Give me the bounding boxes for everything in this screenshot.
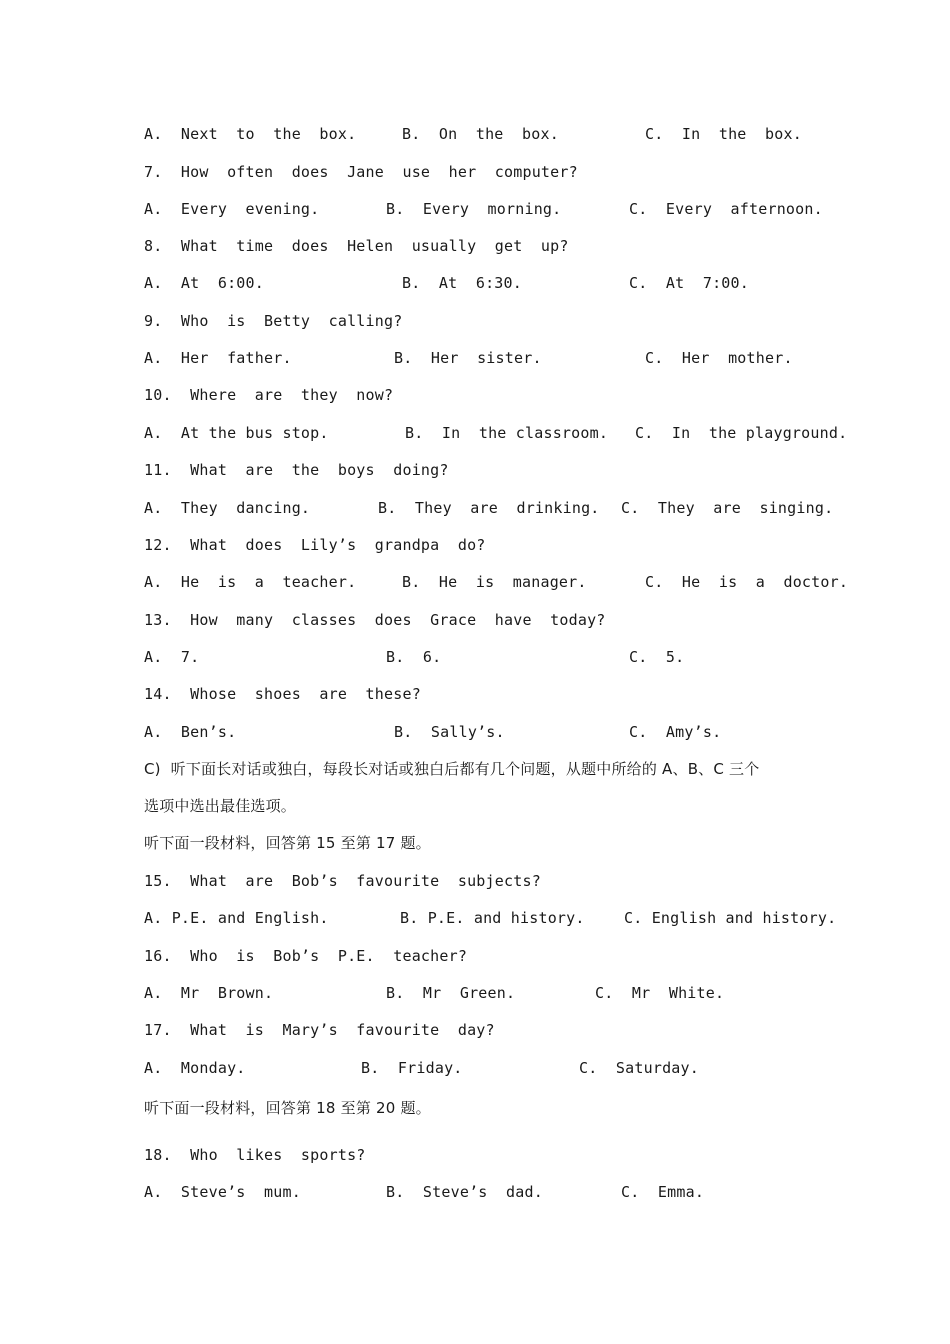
- option-a: A. 7.: [144, 648, 200, 666]
- option-a: A. They dancing.: [144, 499, 311, 517]
- option-b: B. Sally’s.: [394, 723, 505, 741]
- options-row: [144, 570, 849, 594]
- option-b: B. P.E. and history.: [400, 909, 585, 927]
- options-row: [144, 197, 823, 221]
- option-a: A. P.E. and English.: [144, 909, 329, 927]
- option-a: A. At 6:00.: [144, 274, 264, 292]
- option-b: B. He is manager.: [402, 573, 587, 591]
- option-c: C. English and history.: [624, 909, 837, 927]
- options-row: [144, 346, 793, 370]
- option-a: A. He is a teacher.: [144, 573, 357, 591]
- option-a: A. Steve’s mum.: [144, 1183, 301, 1201]
- option-c: C. In the box.: [645, 125, 802, 143]
- options-row: [144, 1056, 699, 1080]
- option-c: C. Amy’s.: [629, 723, 722, 741]
- option-c: C. In the playground.: [635, 424, 848, 442]
- options-row: [144, 271, 749, 295]
- options-row: [144, 981, 725, 1005]
- options-row: [144, 1180, 705, 1204]
- option-b: B. Steve’s dad.: [386, 1183, 543, 1201]
- option-a: A. Ben’s.: [144, 723, 237, 741]
- option-c: C. Every afternoon.: [629, 200, 823, 218]
- material-heading-1: 听下面一段材料，回答第 15 至第 17 题。: [144, 834, 431, 852]
- option-b: B. Mr Green.: [386, 984, 516, 1002]
- option-b: B. In the classroom.: [405, 424, 609, 442]
- options-row: [144, 645, 685, 669]
- question-14: 14. Whose shoes are these?: [144, 685, 421, 703]
- option-a: A. At the bus stop.: [144, 424, 329, 442]
- question-9: 9. Who is Betty calling?: [144, 312, 403, 330]
- option-c: C. 5.: [629, 648, 685, 666]
- option-b: B. At 6:30.: [402, 274, 522, 292]
- question-17: 17. What is Mary’s favourite day?: [144, 1021, 495, 1039]
- options-row: [144, 720, 722, 744]
- option-a: A. Next to the box.: [144, 125, 357, 143]
- options-row: [144, 496, 834, 520]
- question-16: 16. Who is Bob’s P.E. teacher?: [144, 947, 468, 965]
- option-a: A. Every evening.: [144, 200, 320, 218]
- material-heading-2: 听下面一段材料，回答第 18 至第 20 题。: [144, 1099, 431, 1117]
- option-a: A. Monday.: [144, 1059, 246, 1077]
- question-11: 11. What are the boys doing?: [144, 461, 449, 479]
- option-b: B. They are drinking.: [378, 499, 600, 517]
- question-18: 18. Who likes sports?: [144, 1146, 366, 1164]
- option-c: C. At 7:00.: [629, 274, 749, 292]
- options-row: [144, 906, 837, 930]
- question-7: 7. How often does Jane use her computer?: [144, 163, 578, 181]
- option-a: A. Mr Brown.: [144, 984, 274, 1002]
- question-8: 8. What time does Helen usually get up?: [144, 237, 569, 255]
- question-10: 10. Where are they now?: [144, 386, 394, 404]
- option-b: B. Her sister.: [394, 349, 542, 367]
- question-12: 12. What does Lily’s grandpa do?: [144, 536, 486, 554]
- option-c: C. Emma.: [621, 1183, 705, 1201]
- options-row: [144, 122, 802, 146]
- option-b: B. Friday.: [361, 1059, 463, 1077]
- question-13: 13. How many classes does Grace have today?: [144, 611, 606, 629]
- option-c: C. They are singing.: [621, 499, 834, 517]
- question-15: 15. What are Bob’s favourite subjects?: [144, 872, 541, 890]
- option-c: C. Mr White.: [595, 984, 725, 1002]
- option-c: C. Her mother.: [645, 349, 793, 367]
- option-a: A. Her father.: [144, 349, 292, 367]
- option-b: B. On the box.: [402, 125, 559, 143]
- option-c: C. Saturday.: [579, 1059, 699, 1077]
- options-row: [144, 421, 848, 445]
- section-c-instruction-cont: 选项中选出最佳选项。: [144, 797, 297, 815]
- option-b: B. 6.: [386, 648, 442, 666]
- section-c-instruction: C) 听下面长对话或独白，每段长对话或独白后都有几个问题，从题中所给的 A、B、C 三个: [144, 760, 760, 778]
- option-b: B. Every morning.: [386, 200, 562, 218]
- option-c: C. He is a doctor.: [645, 573, 849, 591]
